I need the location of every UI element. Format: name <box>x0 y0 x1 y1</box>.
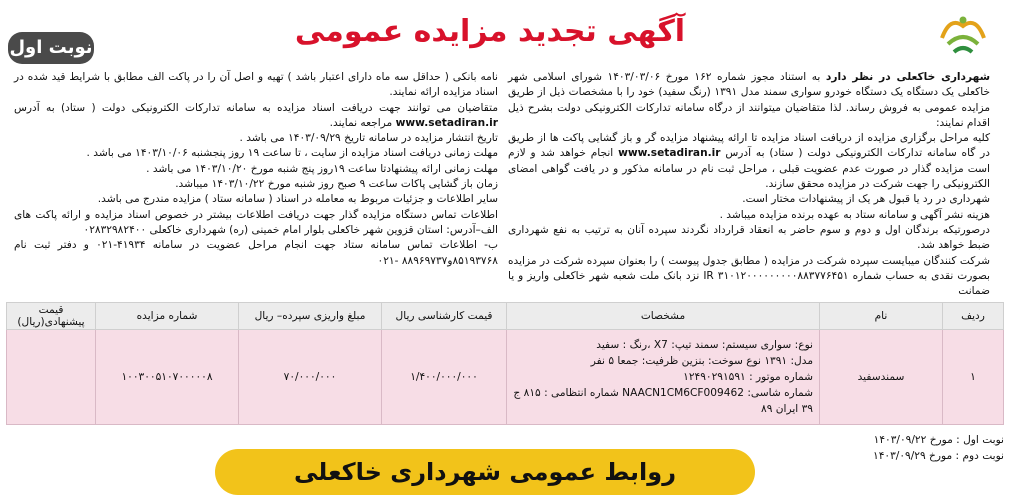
documents-deadline: مهلت زمانی دریافت اسناد مزایده از سایت ، تا ساعت ۱۹ روز پنجشنبه ۱۴۰۳/۱۰/۰۶ می باشد . <box>86 147 498 160</box>
publish-date: تاریخ انتشار مزایده در سامانه تاریخ ۱۴۰۳/۰۹/۲۹ می باشد . <box>239 132 498 145</box>
guarantee-clause: نامه بانکی ( حداقل سه ماه دارای اعتبار باشد ) تهیه و اصل آن را در پاکت الف مطابق با شرایط قید شده در اسناد مزایده ارائه نمایند. <box>14 71 498 99</box>
col-auction-number: شماره مزایده <box>96 303 239 330</box>
spec-chassis: شماره شاسی: NAACN1CM6CF009462 شماره انتظامی : ۸۱۵ ج ۳۹ ایران ۸۹ <box>513 387 813 415</box>
table-header-row <box>7 303 1004 330</box>
col-name: نام <box>820 303 943 330</box>
auction-table <box>6 302 1004 425</box>
setad-website-link-2[interactable]: www.setadiran.ir <box>395 116 498 129</box>
public-relations-banner: روابط عمومی شهرداری خاکعلی <box>215 449 755 495</box>
col-expert-price: قیمت کارشناسی ریال <box>382 303 507 330</box>
process-text-1: کلیه مراحل برگزاری مزایده از دریافت اسناد مزایده تا ارائه پیشنهاد مزایده گر و باز گشایی پاکت ها از طریق در گاه سامانه تدارکات الکترونیکی دولت ( ستاد) به آدرس <box>508 132 991 160</box>
cell-deposit: ۷۰/۰۰۰/۰۰۰ <box>239 330 382 425</box>
col-row: ردیف <box>943 303 1004 330</box>
spec-type: نوع: سواری سیستم: سمند تیپ: X7 ،رنگ : سفید <box>596 339 813 351</box>
documents-clause <box>14 101 498 132</box>
spec-engine: شماره موتور : ۱۲۴۹۰۲۹۱۵۹۱ <box>683 371 813 383</box>
intro-text: به استناد مجوز شماره ۱۶۲ مورخ ۱۴۰۳/۰۳/۰۶ شورای اسلامی شهر خاکعلی یک دستگاه یک دستگاه خودرو سواری سمند مدل ۱۳۹۱ (رنگ سفید) خود را با مشخصات ذیل از طریق مزایده عمومی به فروش رساند. لذا متقاضیان میتوانند از درگاه سامانه تدارکات الکترونیکی دولت بشرح ذیل اقدام نمایند: <box>508 71 990 129</box>
process-paragraph <box>508 131 990 192</box>
cell-specs <box>507 330 820 425</box>
setad-contact: ب- اطلاعات تماس سامانه ستاد جهت انجام مراحل عضویت در سامانه ۴۱۹۳۴-۰۲۱ و دفتر ثبت نام ۸۵۱۹۳۷۶۸و۸۸۹۶۹۷۳۷ -۰۲۱ <box>14 239 498 267</box>
documents-text-2: مراجعه نمایند. <box>329 116 393 129</box>
col-deposit: مبلغ واریزی سپرده– ریال <box>239 303 382 330</box>
reject-clause: شهرداری در رد یا قبول هر یک از پیشنهادات مختار است. <box>742 193 990 206</box>
spec-model: مدل: ۱۳۹۱ نوع سوخت: بنزین ظرفیت: جمعا ۵ نفر <box>590 355 813 367</box>
publication-dates <box>862 432 1004 464</box>
process-text-2: انجام خواهد شد و لازم است مزایده گذار در صورت عدم عضویت قبلی ، مراحل ثبت نام در سامانه مذکور و در یافت گواهی امضای الکترونیکی را جهت شرکت در مزایده محقق سازند. <box>508 147 990 191</box>
round-badge: نوبت اول <box>8 32 94 64</box>
contact-info: اطلاعات تماس دستگاه مزایده گذار جهت دریافت اطلاعات بیشتر در خصوص اسناد مزایده و ارائه پاکت های الف–آدرس: استان قزوین شهر خاکعلی بلوار امام خمینی (ره) شهرداری خاکعلی ۰۲۸۳۲۹۸۲۴۰۰ <box>14 208 498 236</box>
page-title: آگهی تجدید مزایده عمومی <box>294 14 686 49</box>
col-specs: مشخصات <box>507 303 820 330</box>
cell-row: ۱ <box>943 330 1004 425</box>
conditions-right-column <box>508 70 990 299</box>
conditions-left-column <box>14 70 498 269</box>
cell-expert-price: ۱/۴۰۰/۰۰۰/۰۰۰ <box>382 330 507 425</box>
deposit-clause: شرکت کنندگان میبایست سپرده شرکت در مزایده ( مطابق جدول پیوست ) را بعنوان سپرده شرکت در مزایده بصورت نقدی به حساب شماره IR ۳۱۰۱۲۰۰۰۰۰۰۰۰۰۸۸۳۷۷۶۴۵۱ نزد بانک ملت شعبه شهر خاکعلی واریز و یا ضمانت <box>508 254 990 298</box>
bid-deadline: مهلت زمانی ارائه پیشنهادتا ساعت ۱۹روز پنج شنبه مورخ ۱۴۰۳/۱۰/۲۰ می باشد . <box>146 162 498 175</box>
col-bid-price: قیمت پیشنهادی(ریال) <box>7 303 96 330</box>
cell-auction-number: ۱۰۰۳۰۰۵۱۰۷۰۰۰۰۰۸ <box>96 330 239 425</box>
cell-bid-price <box>7 330 96 425</box>
cost-clause: هزینه نشر آگهی و سامانه ستاد به عهده برنده مزایده میباشد . <box>719 208 990 221</box>
setad-website-link[interactable]: www.setadiran.ir <box>618 147 721 160</box>
second-round-date: نوبت دوم : مورخ ۱۴۰۳/۰۹/۲۹ <box>873 450 1004 462</box>
other-info: سایر اطلاعات و جزئیات مربوط به معامله در اسناد ( سامانه ستاد ) مزایده مندرج می باشد. <box>97 193 498 206</box>
first-round-date: نوبت اول : مورخ ۱۴۰۳/۰۹/۲۲ <box>873 434 1004 446</box>
opening-date: زمان باز گشایی پاکات ساعت ۹ صبح روز شنبه مورخ ۱۴۰۳/۱۰/۲۲ میباشد. <box>175 178 498 191</box>
intro-paragraph <box>508 70 990 131</box>
documents-text: متقاضیان می توانند جهت دریافت اسناد مزایده به سامانه تدارکات الکترونیکی دولت ( ستاد) به آدرس <box>14 101 498 114</box>
municipality-logo <box>930 8 996 64</box>
cell-name: سمندسفید <box>820 330 943 425</box>
forfeit-clause: درصورتیکه برندگان اول و دوم و سوم حاضر به انعقاد قرارداد نگردند سپرده آنان به ترتیب به نفع شهرداری ضبط خواهد شد. <box>508 223 990 252</box>
intro-lead: شهرداری خاکعلی در نظر دارد <box>825 71 990 83</box>
table-row <box>7 330 1004 425</box>
